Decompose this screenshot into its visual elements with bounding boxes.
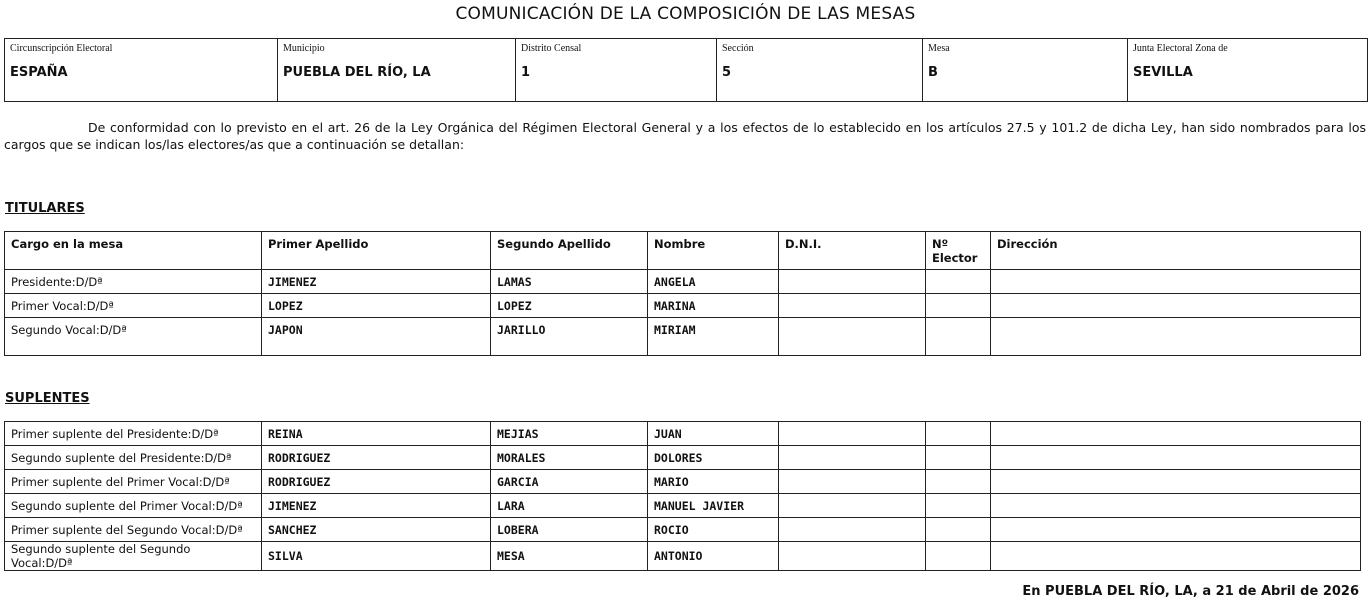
apellido1-cell: LOPEZ <box>262 294 491 318</box>
cargo-cell: Segundo suplente del Primer Vocal:D/Dª <box>5 494 262 518</box>
column-header: D.N.I. <box>779 232 926 270</box>
direccion-cell <box>991 494 1361 518</box>
nombre-cell: MARIO <box>648 470 779 494</box>
table-row <box>5 294 1361 318</box>
cargo-cell: Primer suplente del Primer Vocal:D/Dª <box>5 470 262 494</box>
direccion-cell <box>991 294 1361 318</box>
header-label: Junta Electoral Zona de <box>1133 43 1228 54</box>
dni-cell <box>779 470 926 494</box>
dni-cell <box>779 422 926 446</box>
elector-cell <box>926 422 991 446</box>
cargo-cell: Primer Vocal:D/Dª <box>5 294 262 318</box>
direccion-cell <box>991 446 1361 470</box>
footer-place-date: En PUEBLA DEL RÍO, LA, a 21 de Abril de 2026 <box>1022 584 1359 599</box>
apellido1-cell: JAPON <box>262 318 491 356</box>
header-value: PUEBLA DEL RÍO, LA <box>283 65 431 80</box>
apellido2-cell: GARCIA <box>491 470 648 494</box>
header-value: SEVILLA <box>1133 65 1193 80</box>
direccion-cell <box>991 518 1361 542</box>
direccion-cell <box>991 470 1361 494</box>
header-value: B <box>928 65 938 80</box>
header-value: ESPAÑA <box>10 65 68 80</box>
elector-cell <box>926 446 991 470</box>
table-row <box>5 446 1361 470</box>
document-title: COMUNICACIÓN DE LA COMPOSICIÓN DE LAS MESAS <box>455 4 916 24</box>
apellido1-cell: RODRIGUEZ <box>262 470 491 494</box>
apellido1-cell: SANCHEZ <box>262 518 491 542</box>
column-header: Cargo en la mesa <box>5 232 262 270</box>
direccion-cell <box>991 270 1361 294</box>
titulares-table <box>4 231 1361 356</box>
column-header: Dirección <box>991 232 1361 270</box>
column-header: Nº Elector <box>926 232 991 270</box>
apellido2-cell: LARA <box>491 494 648 518</box>
header-cell-junta <box>1128 39 1368 102</box>
column-header: Primer Apellido <box>262 232 491 270</box>
cargo-cell: Primer suplente del Presidente:D/Dª <box>5 422 262 446</box>
cargo-cell: Segundo suplente del Presidente:D/Dª <box>5 446 262 470</box>
header-table <box>4 38 1368 102</box>
apellido1-cell: SILVA <box>262 542 491 571</box>
header-cell-municipio <box>278 39 516 102</box>
apellido2-cell: LOPEZ <box>491 294 648 318</box>
table-row <box>5 518 1361 542</box>
nombre-cell: DOLORES <box>648 446 779 470</box>
elector-cell <box>926 518 991 542</box>
column-header: Nombre <box>648 232 779 270</box>
nombre-cell: ANGELA <box>648 270 779 294</box>
dni-cell <box>779 318 926 356</box>
elector-cell <box>926 494 991 518</box>
header-label: Sección <box>722 43 754 54</box>
apellido2-cell: LAMAS <box>491 270 648 294</box>
table-row <box>5 470 1361 494</box>
nombre-cell: ROCIO <box>648 518 779 542</box>
column-header: Segundo Apellido <box>491 232 648 270</box>
apellido1-cell: JIMENEZ <box>262 270 491 294</box>
dni-cell <box>779 294 926 318</box>
table-row <box>5 494 1361 518</box>
elector-cell <box>926 542 991 571</box>
header-cell-seccion <box>717 39 923 102</box>
cargo-cell: Primer suplente del Segundo Vocal:D/Dª <box>5 518 262 542</box>
table-row <box>5 270 1361 294</box>
apellido1-cell: RODRIGUEZ <box>262 446 491 470</box>
table-row <box>5 542 1361 571</box>
table-header-row <box>5 232 1361 270</box>
nombre-cell: MARINA <box>648 294 779 318</box>
dni-cell <box>779 518 926 542</box>
nombre-cell: MANUEL JAVIER <box>648 494 779 518</box>
cargo-cell: Segundo suplente del Segundo Vocal:D/Dª <box>5 542 262 571</box>
apellido2-cell: MEJIAS <box>491 422 648 446</box>
direccion-cell <box>991 422 1361 446</box>
elector-cell <box>926 270 991 294</box>
apellido1-cell: JIMENEZ <box>262 494 491 518</box>
dni-cell <box>779 542 926 571</box>
table-row <box>5 318 1361 356</box>
cargo-cell: Presidente:D/Dª <box>5 270 262 294</box>
header-cell-distrito <box>516 39 717 102</box>
dni-cell <box>779 270 926 294</box>
header-label: Municipio <box>283 43 325 54</box>
header-cell-circunscripcion <box>5 39 278 102</box>
elector-cell <box>926 318 991 356</box>
table-row <box>5 422 1361 446</box>
elector-cell <box>926 294 991 318</box>
intro-paragraph: De conformidad con lo previsto en el art. 26 de la Ley Orgánica del Régimen Electoral General y a los efectos de lo establecido en los artículos 27.5 y 101.2 de dicha Ley, han sido nombrados para los cargos que se indican los/las electores/as que a continuación se detallan: <box>4 120 1366 152</box>
header-value: 5 <box>722 65 732 80</box>
apellido2-cell: JARILLO <box>491 318 648 356</box>
header-label: Circunscripción Electoral <box>10 43 113 54</box>
header-cell-mesa <box>923 39 1128 102</box>
suplentes-heading: SUPLENTES <box>5 391 90 406</box>
nombre-cell: JUAN <box>648 422 779 446</box>
elector-cell <box>926 470 991 494</box>
cargo-cell: Segundo Vocal:D/Dª <box>5 318 262 356</box>
header-label: Mesa <box>928 43 950 54</box>
header-value: 1 <box>521 65 531 80</box>
apellido2-cell: LOBERA <box>491 518 648 542</box>
apellido2-cell: MORALES <box>491 446 648 470</box>
apellido2-cell: MESA <box>491 542 648 571</box>
titulares-heading: TITULARES <box>5 201 85 216</box>
nombre-cell: ANTONIO <box>648 542 779 571</box>
direccion-cell <box>991 542 1361 571</box>
dni-cell <box>779 446 926 470</box>
nombre-cell: MIRIAM <box>648 318 779 356</box>
suplentes-table <box>4 421 1361 571</box>
apellido1-cell: REINA <box>262 422 491 446</box>
dni-cell <box>779 494 926 518</box>
direccion-cell <box>991 318 1361 356</box>
header-label: Distrito Censal <box>521 43 582 54</box>
